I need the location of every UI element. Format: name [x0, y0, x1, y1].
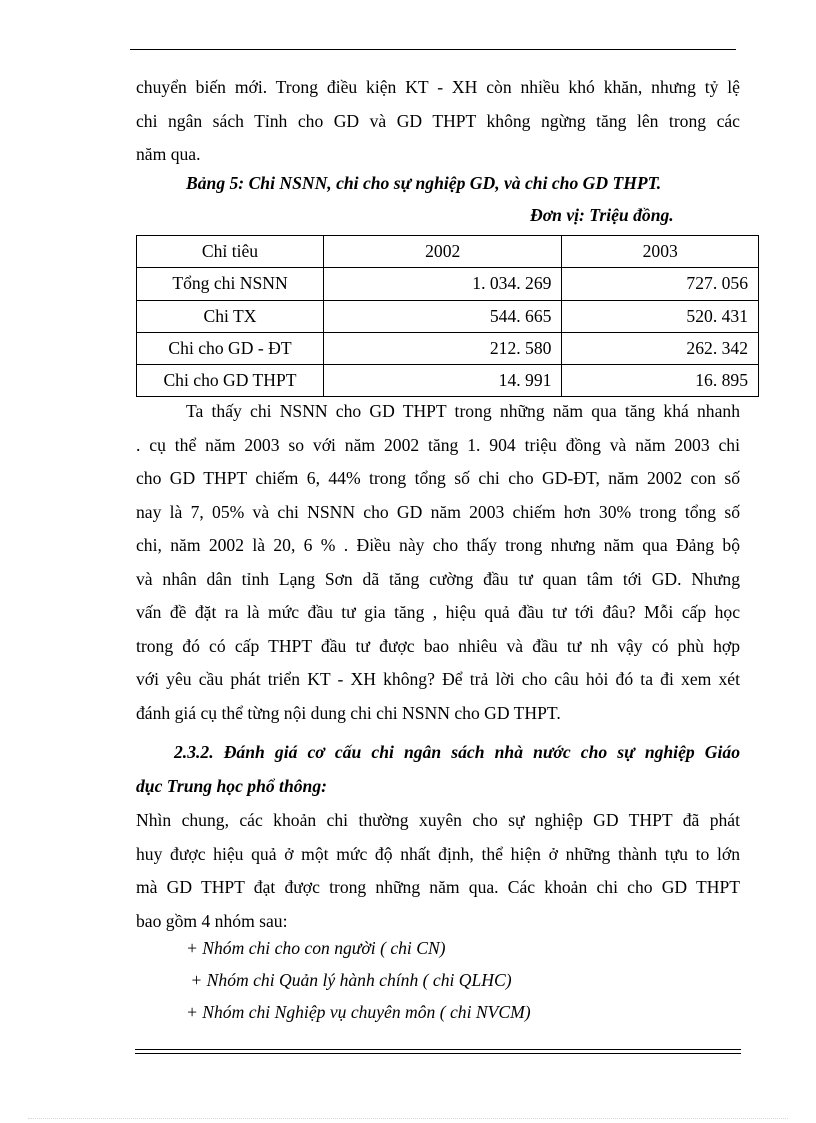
- analysis-line: nay là 7, 05% và chi NSNN cho GD năm 2003 chiếm hơn 30% trong tổng số: [136, 501, 740, 522]
- analysis-line: đánh giá cụ thể từng nội dung chi chi NSNN cho GD THPT.: [136, 702, 561, 723]
- analysis-line: . cụ thể năm 2003 so với năm 2002 tăng 1. 904 triệu đồng và năm 2003 chi: [136, 434, 740, 455]
- footer-rule: [135, 1049, 741, 1054]
- table-cell-value: 262. 342: [562, 332, 759, 364]
- intro-line: năm qua.: [136, 144, 201, 164]
- table-header-row: [137, 236, 759, 268]
- table-cell-label: Chi cho GD - ĐT: [137, 332, 324, 364]
- intro-line: chuyển biến mới. Trong điều kiện KT - XH còn nhiều khó khăn, nhưng tỷ lệ: [136, 77, 740, 97]
- analysis-line: vấn đề đặt ra là mức đầu tư gia tăng , hiệu quả đầu tư tới đâu? Mỗi cấp học: [136, 602, 740, 622]
- intro-paragraph: [136, 71, 740, 172]
- table-cell-label: Chi cho GD THPT: [137, 365, 324, 397]
- table-cell-value: 14. 991: [324, 365, 562, 397]
- overview-line: bao gồm 4 nhóm sau:: [136, 910, 288, 931]
- section-heading-line: 2.3.2. Đánh giá cơ cấu chi ngân sách nhà nước cho sự nghiệp Giáo: [174, 742, 740, 762]
- overview-paragraph: [136, 804, 740, 938]
- table-cell-value: 1. 034. 269: [324, 268, 562, 300]
- header-rule: [130, 49, 736, 50]
- list-item: + Nhóm chi Quản lý hành chính ( chi QLHC): [186, 970, 512, 990]
- analysis-line: chi, năm 2002 là 20, 6 % . Điều này cho thấy trong nhưng năm qua Đảng bộ: [136, 535, 740, 555]
- overview-line: Nhìn chung, các khoản chi thường xuyên cho sự nghiệp GD THPT đã phát: [136, 810, 740, 830]
- budget-table: [136, 235, 759, 397]
- table-row: [137, 332, 759, 364]
- table-caption: Bảng 5: Chi NSNN, chi cho sự nghiệp GD, và chi cho GD THPT.: [186, 173, 662, 193]
- list-item: + Nhóm chi Nghiệp vụ chuyên môn ( chi NVCM): [186, 1002, 531, 1022]
- analysis-line: và nhân dân tỉnh Lạng Sơn dã tăng cường đầu tư quan tâm tới GD. Nhưng: [136, 568, 740, 589]
- table-cell-label: Chi TX: [137, 300, 324, 332]
- overview-line: mà GD THPT đạt được trong những năm qua. Các khoản chi cho GD THPT: [136, 877, 740, 897]
- analysis-line: trong đó có cấp THPT đầu tư được bao nhiêu và đầu tư nh vậy có phù hợp: [136, 635, 740, 656]
- expense-groups-list: [186, 932, 531, 1028]
- table-cell-value: 16. 895: [562, 365, 759, 397]
- analysis-line: Ta thấy chi NSNN cho GD THPT trong những năm qua tăng khá nhanh: [186, 401, 740, 421]
- page-edge: [28, 1118, 788, 1119]
- table-row: [137, 365, 759, 397]
- table-cell-label: Tổng chi NSNN: [137, 268, 324, 300]
- table-cell-value: 520. 431: [562, 300, 759, 332]
- overview-line: huy được hiệu quả ở một mức độ nhất định, thể hiện ở những thành tựu to lớn: [136, 843, 740, 864]
- table-cell-value: 544. 665: [324, 300, 562, 332]
- section-heading: [136, 736, 740, 803]
- table-header-cell: Chỉ tiêu: [137, 236, 324, 268]
- table-unit: Đơn vị: Triệu đồng.: [530, 205, 674, 225]
- section-heading-line: dục Trung học phổ thông:: [136, 775, 327, 796]
- table-cell-value: 212. 580: [324, 332, 562, 364]
- table-cell-value: 727. 056: [562, 268, 759, 300]
- analysis-line: với yêu cầu phát triển KT - XH không? Để trả lời cho câu hỏi đó ta đi xem xét: [136, 669, 740, 689]
- table-row: [137, 300, 759, 332]
- list-item: + Nhóm chi cho con người ( chi CN): [186, 938, 446, 958]
- intro-line: chi ngân sách Tỉnh cho GD và GD THPT không ngừng tăng lên trong các: [136, 110, 740, 131]
- table-header-cell: 2003: [562, 236, 759, 268]
- table-header-cell: 2002: [324, 236, 562, 268]
- analysis-line: cho GD THPT chiếm 6, 44% trong tổng số chi cho GD-ĐT, năm 2002 con số: [136, 468, 740, 488]
- table-row: [137, 268, 759, 300]
- analysis-paragraph: [136, 395, 740, 730]
